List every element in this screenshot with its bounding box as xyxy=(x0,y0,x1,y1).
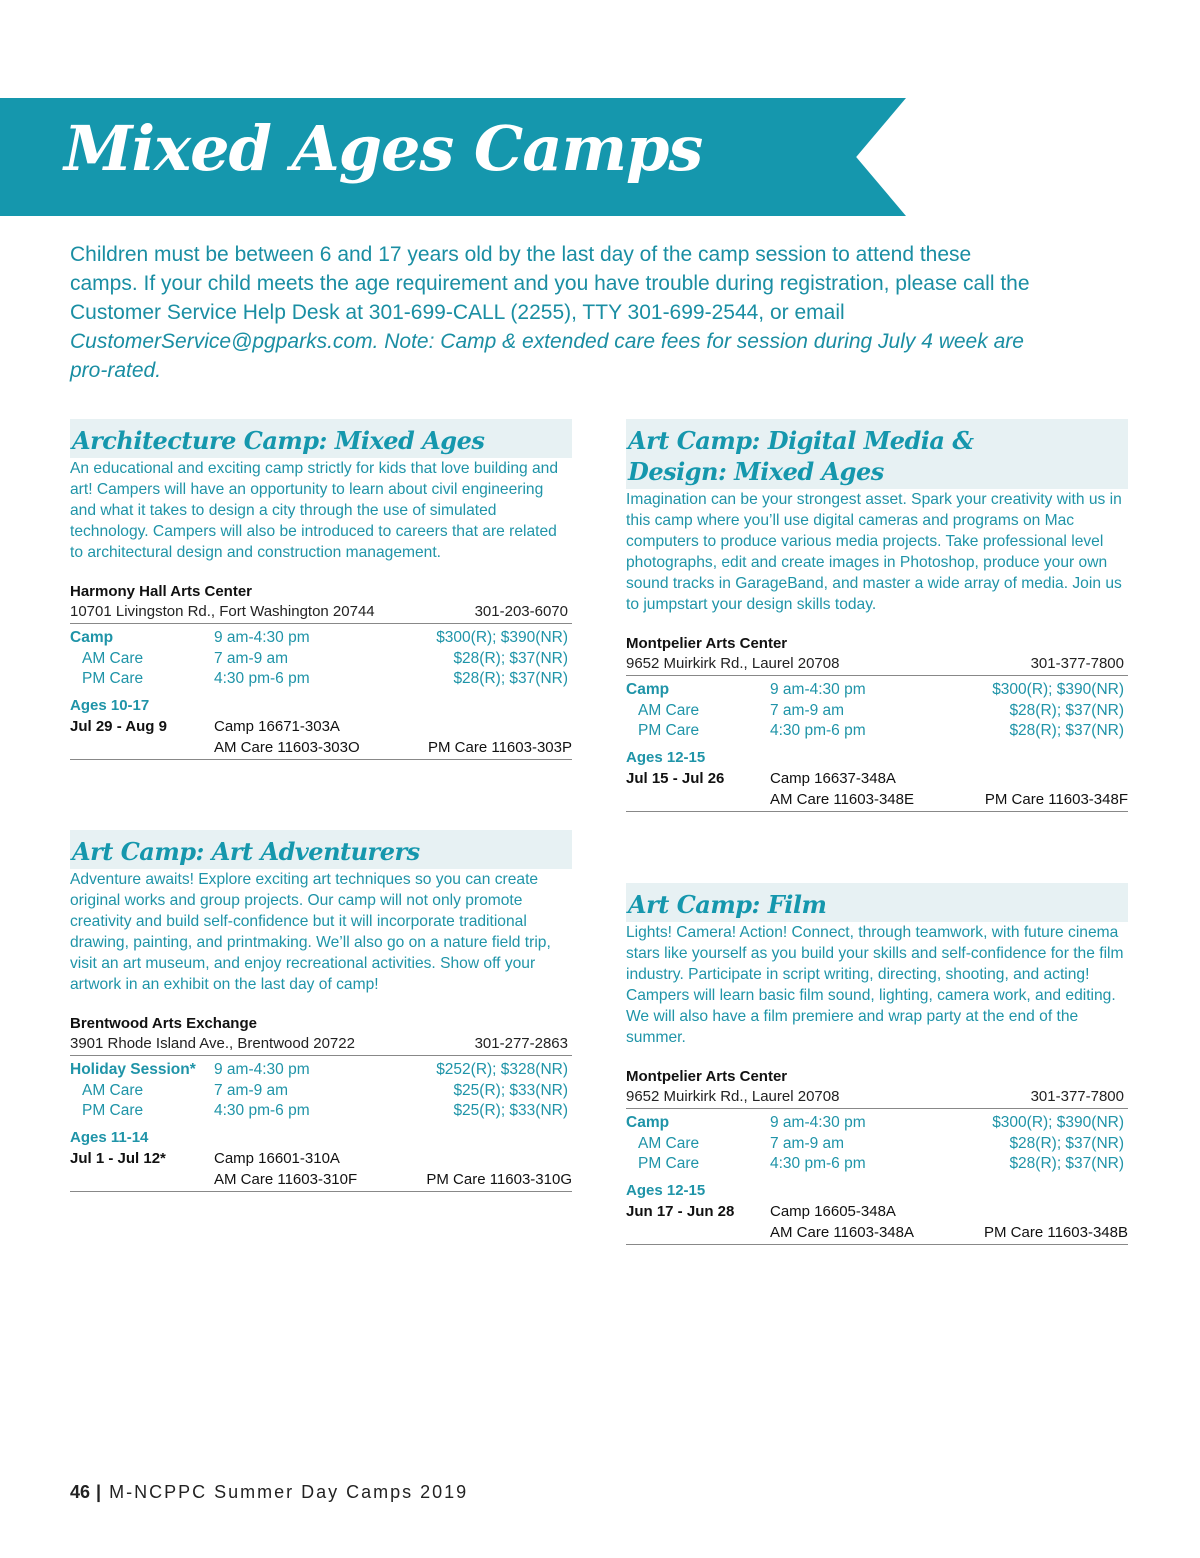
schedule-fee: $28(R); $37(NR) xyxy=(1009,701,1124,719)
schedule-label: AM Care xyxy=(638,701,700,719)
schedule-time: 7 am-9 am xyxy=(770,1134,845,1152)
camp-code: Camp 16605-348A xyxy=(770,1202,896,1220)
intro-text: Children must be between 6 and 17 years old by the last day of the camp session to attend these camps. If your child meets the age requirement and you have trouble during registration, please call the Customer Service Help Desk at 301-699-CALL (2255), TTY 301-699-2544, or email xyxy=(70,243,1030,324)
camp-code: Camp 16637-348A xyxy=(770,769,896,787)
code-row xyxy=(70,737,572,758)
schedule-fee: $300(R); $390(NR) xyxy=(992,1114,1124,1131)
venue-name: Harmony Hall Arts Center xyxy=(70,583,252,600)
camp-card-film xyxy=(626,883,1128,1245)
session-dates: Jun 17 - Jun 28 xyxy=(626,1202,735,1220)
session-dates: Jul 1 - Jul 12* xyxy=(70,1149,166,1167)
schedule-time: 7 am-9 am xyxy=(214,649,289,667)
schedule-table xyxy=(70,624,572,716)
schedule-row xyxy=(626,721,1128,742)
page-number: 46 xyxy=(70,1482,91,1502)
venue-phone: 301-277-2863 xyxy=(474,1035,568,1052)
camp-description: An educational and exciting camp strictly for kids that love building and art! Campers will have an opportunity to learn about civil engineering and what it takes to design a city through the use of simulated technology. Campers will also be introduced to careers that are related to architectural design and construction management. xyxy=(70,460,559,561)
camp-card-digital-media xyxy=(626,419,1128,812)
schedule-time: 7 am-9 am xyxy=(214,1081,289,1099)
camp-card-header xyxy=(626,883,1128,922)
session-dates: Jul 29 - Aug 9 xyxy=(70,717,167,735)
venue-address: 9652 Muirkirk Rd., Laurel 20708 xyxy=(626,655,840,672)
camp-card-architecture xyxy=(70,419,572,760)
schedule-fee: $28(R); $37(NR) xyxy=(453,670,568,687)
am-care-code: AM Care 11603-310F xyxy=(214,1170,358,1188)
venue-name: Montpelier Arts Center xyxy=(626,635,788,652)
venue-name: Montpelier Arts Center xyxy=(626,1068,788,1085)
schedule-label: AM Care xyxy=(82,649,144,667)
schedule-fee: $25(R); $33(NR) xyxy=(453,1081,568,1099)
course-codes xyxy=(70,1148,572,1192)
schedule-time: 4:30 pm-6 pm xyxy=(770,722,866,739)
schedule-fee: $28(R); $37(NR) xyxy=(1009,722,1124,739)
code-row xyxy=(70,1148,572,1169)
course-codes xyxy=(626,1201,1128,1245)
schedule-row xyxy=(626,680,1128,701)
ages-label: Ages 10-17 xyxy=(70,696,150,714)
page-title: Mixed Ages Camps xyxy=(64,112,703,185)
schedule-table xyxy=(70,1056,572,1148)
code-row xyxy=(626,768,1128,789)
camp-title: Art Camp: Digital Media & Design: Mixed Ages xyxy=(628,426,974,486)
am-care-code: AM Care 11603-303O xyxy=(214,738,360,756)
venue-address: 9652 Muirkirk Rd., Laurel 20708 xyxy=(626,1088,840,1105)
venue-address-row xyxy=(626,654,1128,676)
venue-address: 10701 Livingston Rd., Fort Washington 20744 xyxy=(70,603,375,620)
schedule-label: Camp xyxy=(70,629,114,646)
schedule-label: Camp xyxy=(626,681,670,698)
schedule-label: Holiday Session* xyxy=(70,1061,196,1078)
ages-label: Ages 12-15 xyxy=(626,1181,706,1199)
schedule-fee: $300(R); $390(NR) xyxy=(436,629,568,646)
schedule-row xyxy=(626,1134,1128,1155)
pm-care-code: PM Care 11603-348B xyxy=(984,1223,1128,1241)
ages-label: Ages 11-14 xyxy=(70,1128,149,1146)
schedule-fee: $300(R); $390(NR) xyxy=(992,681,1124,698)
schedule-time: 4:30 pm-6 pm xyxy=(214,1102,310,1119)
camp-card-header xyxy=(70,419,572,458)
venue-phone: 301-377-7800 xyxy=(1030,1088,1124,1105)
schedule-row xyxy=(626,1154,1128,1175)
schedule-table xyxy=(626,1109,1128,1201)
camp-card-header xyxy=(70,830,572,869)
pm-care-code: PM Care 11603-310G xyxy=(426,1170,572,1188)
spacer xyxy=(70,737,214,758)
pm-care-code: PM Care 11603-303P xyxy=(428,738,572,756)
venue-address-row xyxy=(70,1034,572,1056)
schedule-label: Camp xyxy=(626,1114,670,1131)
camp-code: Camp 16671-303A xyxy=(214,717,340,735)
schedule-row xyxy=(70,649,572,670)
schedule-fee: $28(R); $37(NR) xyxy=(1009,1155,1124,1172)
schedule-time: 4:30 pm-6 pm xyxy=(214,670,310,687)
camp-description: Lights! Camera! Action! Connect, through teamwork, with future cinema stars like yourself as you build your skills and self-confidence for the film industry. Participate in script writing, directing, shooting, and acting! Campers will learn basic film sound, lighting, camera work, and editing. We will also have a film premiere and wrap party at the end of the summer. xyxy=(626,924,1124,1046)
course-codes xyxy=(626,768,1128,812)
schedule-fee: $28(R); $37(NR) xyxy=(1009,1134,1124,1152)
schedule-time: 4:30 pm-6 pm xyxy=(770,1155,866,1172)
schedule-row xyxy=(70,628,572,649)
intro-italic-note: CustomerService@pgparks.com. Note: Camp & extended care fees for session during July 4 week are pro-rated. xyxy=(70,330,1024,382)
schedule-time: 9 am-4:30 pm xyxy=(770,681,866,698)
spacer xyxy=(626,1222,770,1243)
intro-paragraph xyxy=(70,240,1030,385)
venue-address-row xyxy=(70,602,572,624)
camp-code: Camp 16601-310A xyxy=(214,1149,340,1167)
schedule-label: PM Care xyxy=(638,722,700,739)
schedule-label: PM Care xyxy=(82,670,144,687)
code-row xyxy=(626,789,1128,810)
schedule-label: PM Care xyxy=(638,1155,700,1172)
schedule-label: AM Care xyxy=(82,1081,144,1099)
schedule-label: AM Care xyxy=(638,1134,700,1152)
venue-block xyxy=(626,634,1128,676)
schedule-time: 9 am-4:30 pm xyxy=(214,1061,310,1078)
schedule-row xyxy=(70,1081,572,1102)
schedule-fee: $28(R); $37(NR) xyxy=(453,649,568,667)
schedule-fee: $25(R); $33(NR) xyxy=(453,1102,568,1119)
spacer xyxy=(626,789,770,810)
schedule-time: 9 am-4:30 pm xyxy=(214,629,310,646)
camp-description: Imagination can be your strongest asset. Spark your creativity with us in this camp where you’ll use digital cameras and programs on Mac computers to produce various media projects. Take professional level photographs, edit and create images in Photoshop, produce your own sound tracks in GarageBand, and master a wide array of media. Join us to jumpstart your design skills today. xyxy=(626,491,1122,613)
code-row xyxy=(70,1169,572,1190)
schedule-row xyxy=(70,669,572,690)
code-row xyxy=(626,1222,1128,1243)
course-codes xyxy=(70,716,572,760)
footer-separator: | xyxy=(96,1482,104,1502)
am-care-code: AM Care 11603-348E xyxy=(770,790,914,808)
venue-address-row xyxy=(626,1087,1128,1109)
camp-title: Art Camp: Art Adventurers xyxy=(72,837,420,866)
code-row xyxy=(626,1201,1128,1222)
am-care-code: AM Care 11603-348A xyxy=(770,1223,914,1241)
venue-phone: 301-377-7800 xyxy=(1030,655,1124,672)
camp-title: Architecture Camp: Mixed Ages xyxy=(72,426,485,455)
venue-block xyxy=(70,582,572,624)
schedule-row xyxy=(626,701,1128,722)
venue-phone: 301-203-6070 xyxy=(474,603,568,620)
session-dates: Jul 15 - Jul 26 xyxy=(626,769,725,787)
camp-card-header xyxy=(626,419,1128,489)
schedule-row xyxy=(70,1101,572,1122)
code-row xyxy=(70,716,572,737)
camp-card-art-adventurers xyxy=(70,830,572,1192)
camp-description: Adventure awaits! Explore exciting art techniques so you can create original works and group projects. Our camp will not only promote creativity and build self-confidence but it will incorporate traditional drawing, painting, and printmaking. We’ll also go on a nature field trip, visit an art museum, and enjoy recreational activities. Show off your artwork in an exhibit on the last day of camp! xyxy=(70,871,551,993)
schedule-fee: $252(R); $328(NR) xyxy=(436,1061,568,1078)
camp-title: Art Camp: Film xyxy=(628,890,827,919)
schedule-table xyxy=(626,676,1128,768)
footer-text: M-NCPPC Summer Day Camps 2019 xyxy=(109,1482,469,1502)
schedule-time: 7 am-9 am xyxy=(770,701,845,719)
venue-block xyxy=(70,1014,572,1056)
venue-name: Brentwood Arts Exchange xyxy=(70,1015,257,1032)
pm-care-code: PM Care 11603-348F xyxy=(984,790,1128,808)
schedule-row xyxy=(70,1060,572,1081)
page-footer xyxy=(70,1482,468,1503)
ages-label: Ages 12-15 xyxy=(626,748,706,766)
schedule-time: 9 am-4:30 pm xyxy=(770,1114,866,1131)
schedule-label: PM Care xyxy=(82,1102,144,1119)
spacer xyxy=(70,1169,214,1190)
venue-block xyxy=(626,1067,1128,1109)
venue-address: 3901 Rhode Island Ave., Brentwood 20722 xyxy=(70,1035,355,1052)
schedule-row xyxy=(626,1113,1128,1134)
